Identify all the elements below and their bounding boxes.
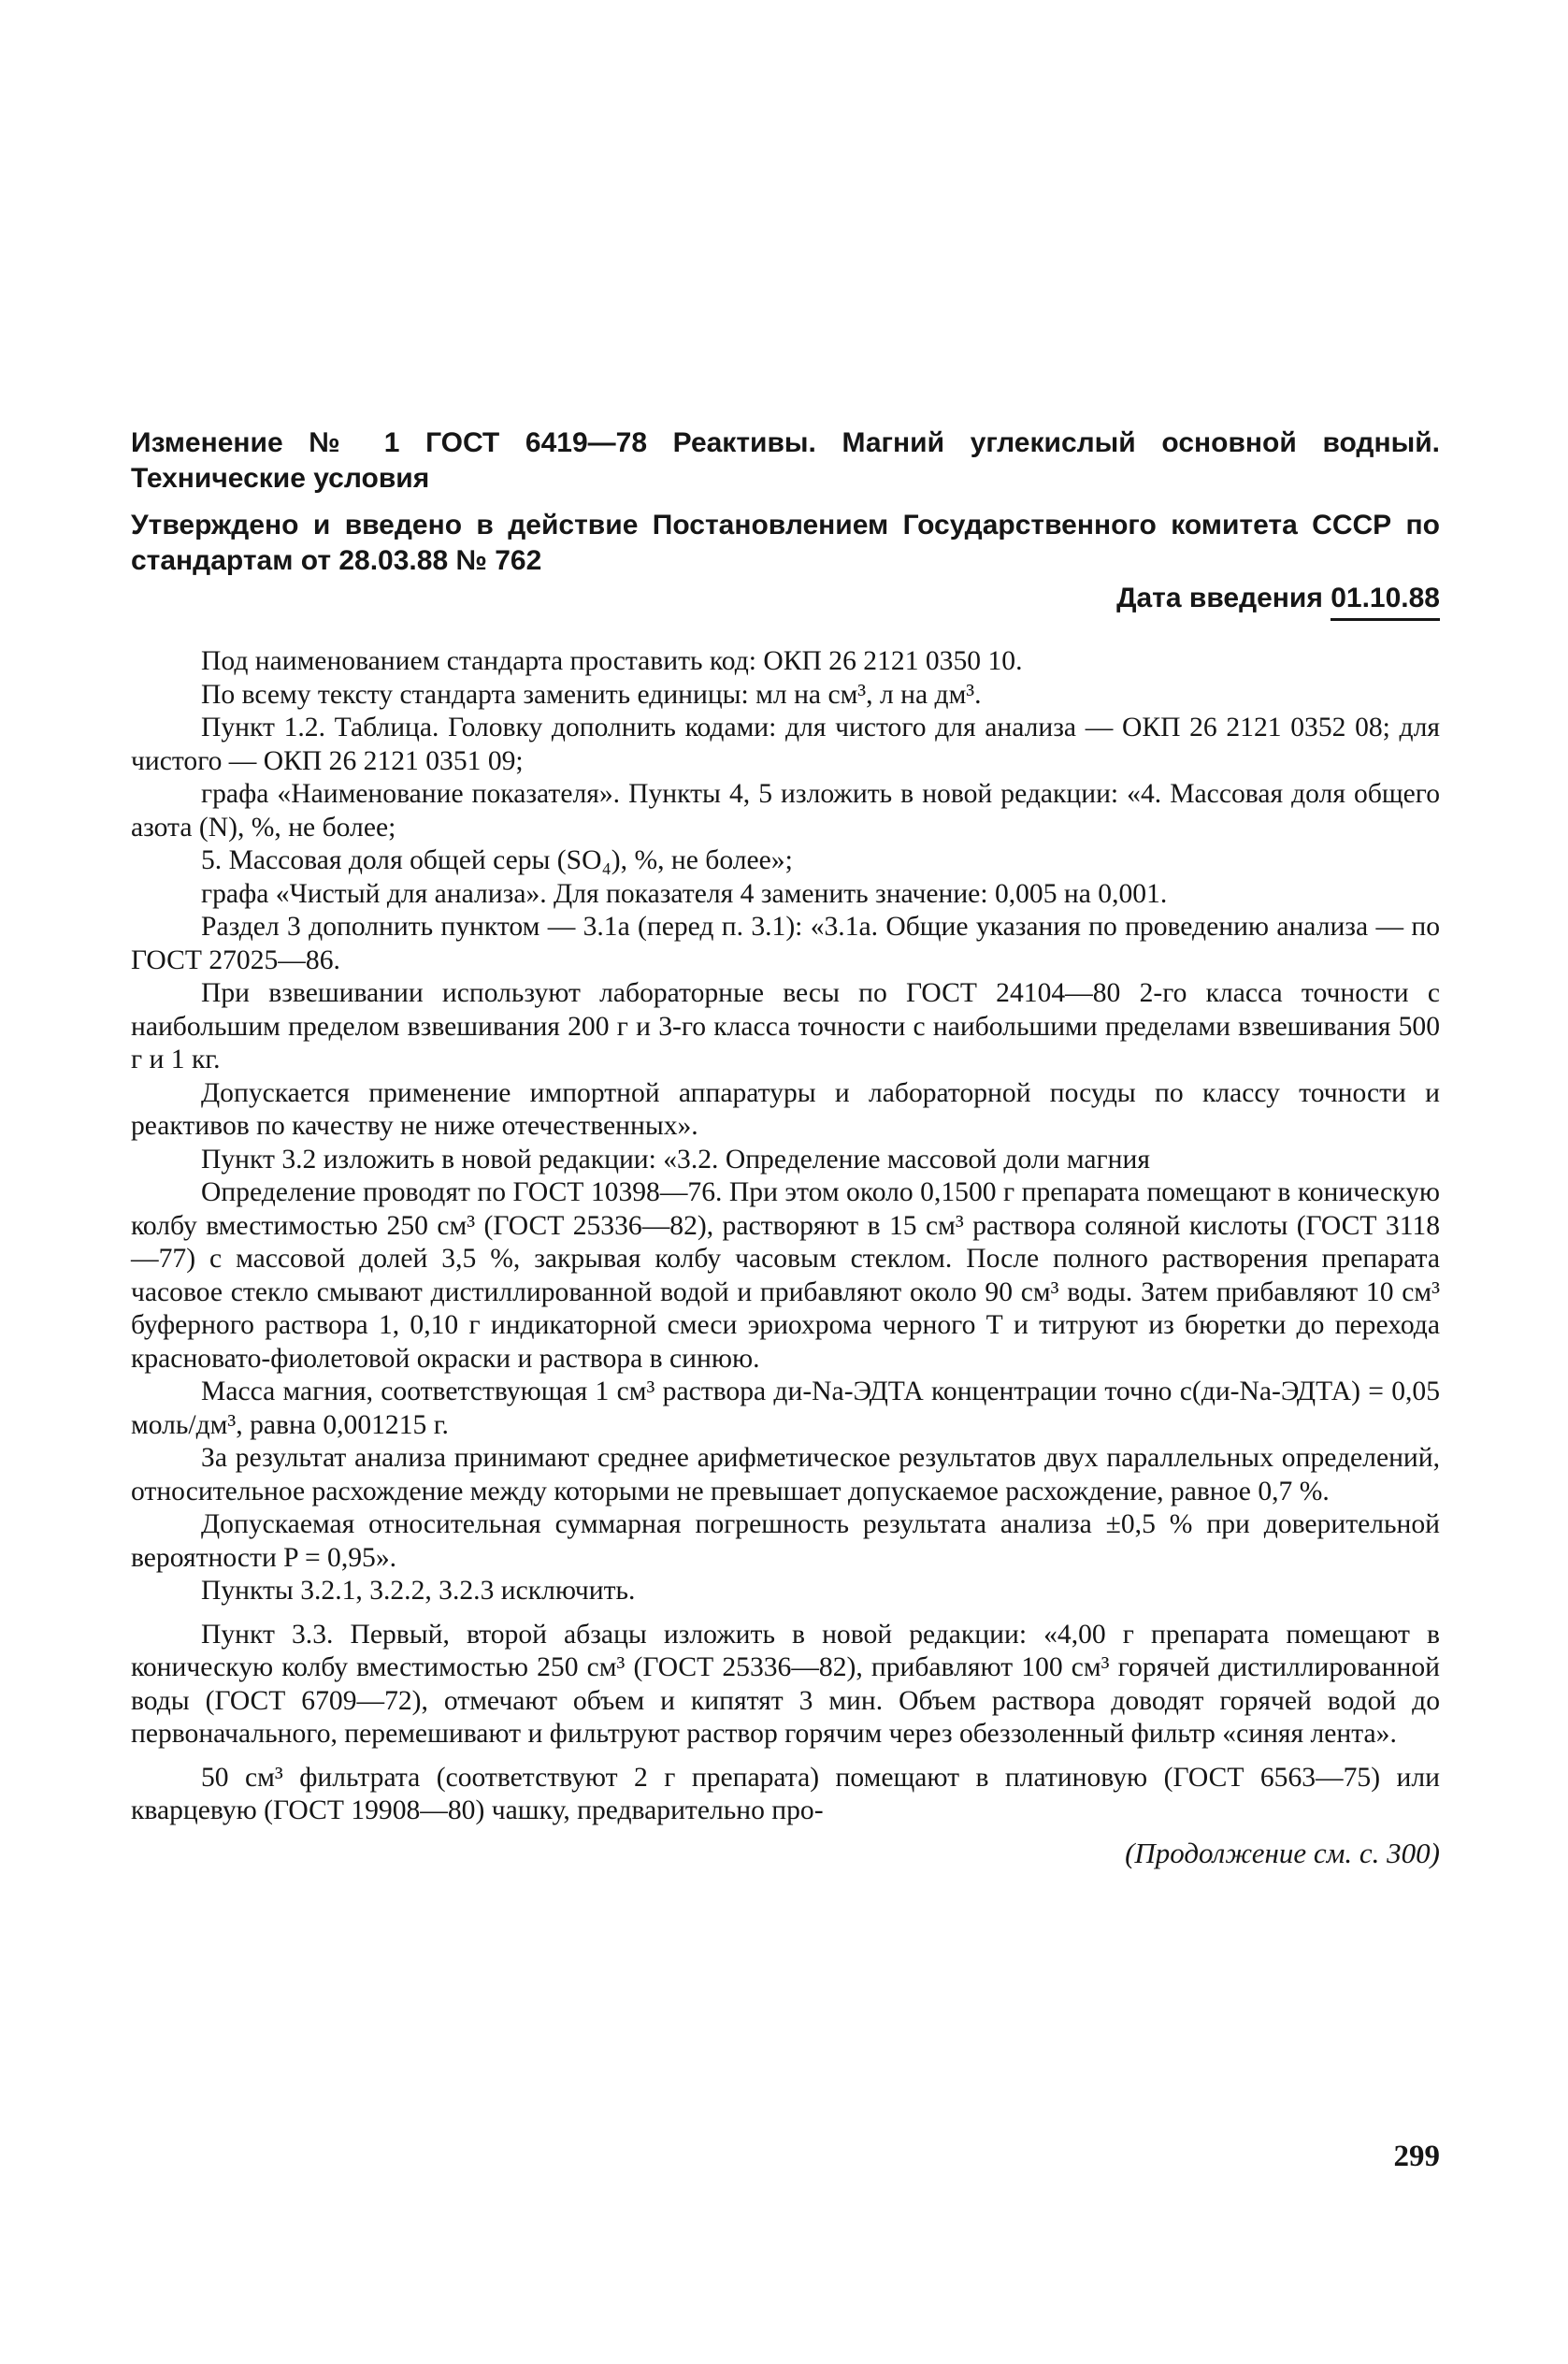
paragraph-3: Пункт 1.2. Таблица. Головку дополнить кодами: для чистого для анализа — ОКП 26 2121 0352 08; для чистого — ОКП 26 2121 0351 09; <box>131 713 1440 776</box>
paragraph-9: Допускается применение импортной аппаратуры и лабораторной посуды по классу точности и реактивов по качеству не ниже отечественных». <box>131 1077 1440 1141</box>
date-value: 01.10.88 <box>1331 581 1440 621</box>
paragraph-6: графа «Чистый для анализа». Для показателя 4 заменить значение: 0,005 на 0,001. <box>201 878 1168 909</box>
continuation-note: (Продолжение см. с. 300) <box>1125 1836 1440 1869</box>
paragraph-14: Допускаемая относительная суммарная погрешность результата анализа ±0,5 % при доверительной вероятности P = 0,95». <box>131 1509 1440 1573</box>
paragraph-1: Под наименованием стандарта проставить код: ОКП 26 2121 0350 10. <box>201 646 1023 676</box>
amendment-title: Изменение № 1 ГОСТ 6419—78 Реактивы. Магний углекислый основной водный. Технические условия <box>131 427 1440 494</box>
paragraph-10: Пункт 3.2 изложить в новой редакции: «3.2. Определение массовой доли магния <box>201 1144 1150 1175</box>
paragraph-4: графа «Наименование показателя». Пункты 4, 5 изложить в новой редакции: «4. Массовая доля общего азота (N), %, не более; <box>131 779 1440 843</box>
paragraph-13: За результат анализа принимают среднее арифметическое результатов двух параллельных определений, относительное расхождение между которыми не превышает допускаемое расхождение, равное 0,7 %. <box>131 1443 1440 1506</box>
paragraph-8: При взвешивании используют лабораторные весы по ГОСТ 24104—80 2-го класса точности с наибольшим пределом взвешивания 200 г и 3-го класса точности с наибольшими пределами взвешивания 500 г и 1 кг. <box>131 978 1440 1074</box>
paragraph-5: 5. Массовая доля общей серы (SO₄), %, не более»; <box>201 845 793 875</box>
approval-statement: Утверждено и введено в действие Постановлением Государственного комитета СССР по стандартам от 28.03.88 № 762 <box>131 510 1440 576</box>
paragraph-7: Раздел 3 дополнить пунктом — 3.1а (перед п. 3.1): «3.1а. Общие указания по проведению анализа — по ГОСТ 27025—86. <box>131 912 1440 975</box>
paragraph-15: Пункты 3.2.1, 3.2.2, 3.2.3 исключить. <box>201 1576 636 1606</box>
effective-date-line <box>131 581 1440 621</box>
amendment-body <box>131 645 1440 1828</box>
paragraph-16: Пункт 3.3. Первый, второй абзацы изложить в новой редакции: «4,00 г препарата помещают в коническую колбу вместимостью 250 см³ (ГОСТ 25336—82), прибавляют 100 см³ горячей дистиллированной воды (ГОСТ 6709—72), отмечают объем и кипятят 3 мин. Объем раствора доводят горячей водой до первоначального, перемешивают и фильтруют раствор горячим через обеззоленный фильтр «синяя лента». <box>131 1619 1440 1749</box>
date-label: Дата введения <box>1116 583 1323 613</box>
paragraph-12: Масса магния, соответствующая 1 см³ раствора ди-Na-ЭДТА концентрации точно с(ди-Na-ЭДТА) = 0,05 моль/дм³, равна 0,001215 г. <box>131 1377 1440 1440</box>
page-number: 299 <box>1393 2140 1440 2173</box>
paragraph-11: Определение проводят по ГОСТ 10398—76. При этом около 0,1500 г препарата помещают в коническую колбу вместимостью 250 см³ (ГОСТ 25336—82), растворяют в 15 см³ раствора соляной кислоты (ГОСТ 3118—77) с массовой долей 3,5 %, закрывая колбу часовым стеклом. После полного растворения препарата часовое стекло смывают дистиллированной водой и прибавляют около 90 см³ воды. Затем прибавляют 10 см³ буферного раствора 1, 0,10 г индикаторной смеси эриохрома черного Т и титруют из бюретки до перехода красновато-фиолетовой окраски и раствора в синюю. <box>131 1177 1440 1374</box>
paragraph-2: По всему тексту стандарта заменить единицы: мл на см³, л на дм³. <box>201 679 982 710</box>
document-page <box>131 425 1440 1871</box>
paragraph-17: 50 см³ фильтрата (соответствуют 2 г препарата) помещают в платиновую (ГОСТ 6563—75) или кварцевую (ГОСТ 19908—80) чашку, предварительно про- <box>131 1762 1440 1825</box>
